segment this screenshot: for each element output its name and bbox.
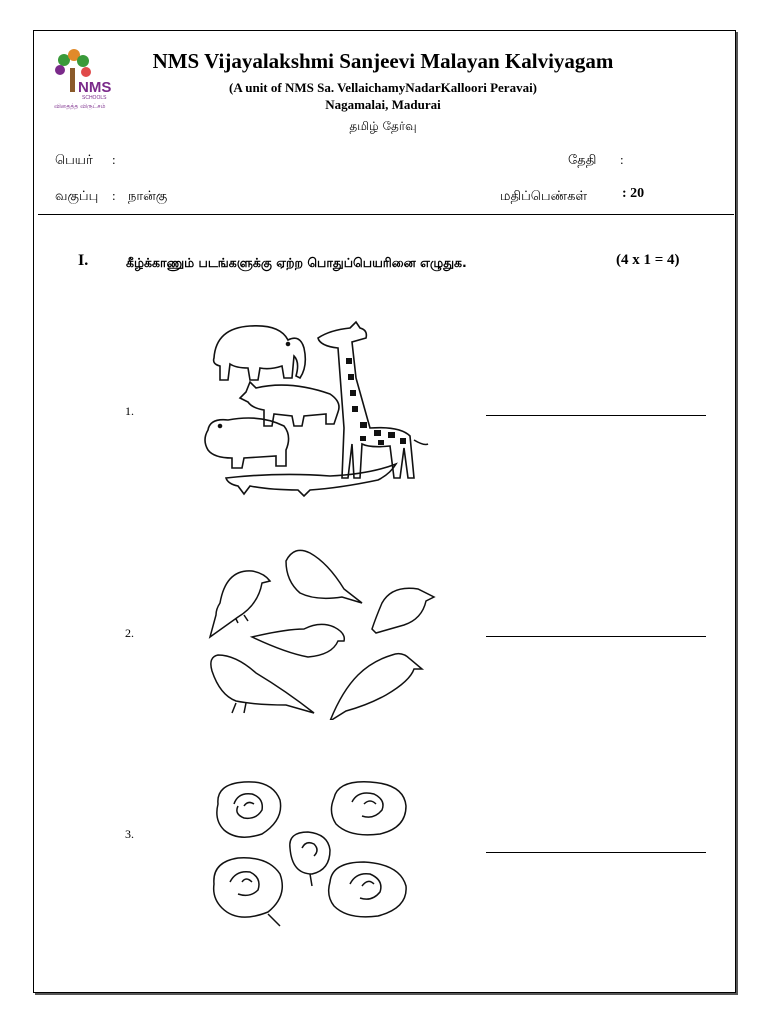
question-text: கீழ்க்காணும் படங்களுக்கு ஏற்ற பொதுப்பெயரினை எழுதுக. bbox=[126, 255, 467, 270]
hippopotamus-icon bbox=[205, 418, 289, 468]
svg-text:SCHOOLS: SCHOOLS bbox=[82, 95, 107, 101]
answer-line-1[interactable] bbox=[486, 415, 706, 416]
svg-text:NMS: NMS bbox=[78, 79, 112, 96]
giraffe-icon bbox=[318, 322, 428, 478]
rose-icon-4 bbox=[214, 858, 283, 926]
item-number-3: 3. bbox=[125, 827, 134, 841]
date-label: தேதி bbox=[568, 153, 597, 168]
crocodile-icon bbox=[226, 464, 396, 496]
class-colon: : bbox=[112, 188, 116, 203]
header-divider bbox=[38, 214, 734, 215]
answer-line-3[interactable] bbox=[486, 852, 706, 853]
rose-icon-1 bbox=[217, 782, 281, 837]
location: Nagamalai, Madurai bbox=[325, 97, 441, 112]
item-number-2: 2. bbox=[125, 626, 134, 640]
name-label: பெயர் bbox=[55, 153, 93, 168]
bird-icon-5 bbox=[211, 655, 314, 713]
animals-picture bbox=[200, 318, 440, 503]
class-value: நான்கு bbox=[128, 189, 168, 204]
rose-icon-5 bbox=[329, 862, 406, 917]
question-number: I. bbox=[78, 252, 89, 269]
school-name: NMS Vijayalakshmi Sanjeevi Malayan Kalviyagam bbox=[152, 49, 614, 73]
school-logo bbox=[50, 46, 128, 110]
bird-icon-2 bbox=[286, 550, 362, 603]
marks-value: : 20 bbox=[622, 186, 645, 201]
name-colon: : bbox=[112, 152, 116, 167]
bird-icon-6 bbox=[330, 654, 422, 720]
bird-icon-4 bbox=[252, 624, 344, 657]
roses-picture bbox=[208, 778, 428, 933]
rose-icon-3 bbox=[290, 832, 330, 886]
bird-icon-1 bbox=[210, 571, 270, 637]
bird-icon-3 bbox=[372, 588, 434, 633]
date-colon: : bbox=[620, 152, 624, 167]
question-marks: (4 x 1 = 4) bbox=[616, 252, 680, 268]
unit-line: (A unit of NMS Sa. VellaichamyNadarKalloori Peravai) bbox=[228, 80, 538, 95]
item-number-1: 1. bbox=[125, 404, 134, 418]
birds-picture bbox=[196, 545, 436, 725]
rose-icon-2 bbox=[331, 782, 406, 835]
elephant-icon bbox=[214, 326, 306, 380]
class-label: வகுப்பு bbox=[55, 189, 99, 204]
rhinoceros-icon bbox=[240, 382, 339, 426]
answer-line-2[interactable] bbox=[486, 636, 706, 637]
svg-text:விதைத்த விருட்சம்: விதைத்த விருட்சம் bbox=[54, 103, 106, 110]
marks-label: மதிப்பெண்கள் bbox=[500, 189, 588, 204]
exam-title: தமிழ் தேர்வு bbox=[349, 119, 417, 133]
